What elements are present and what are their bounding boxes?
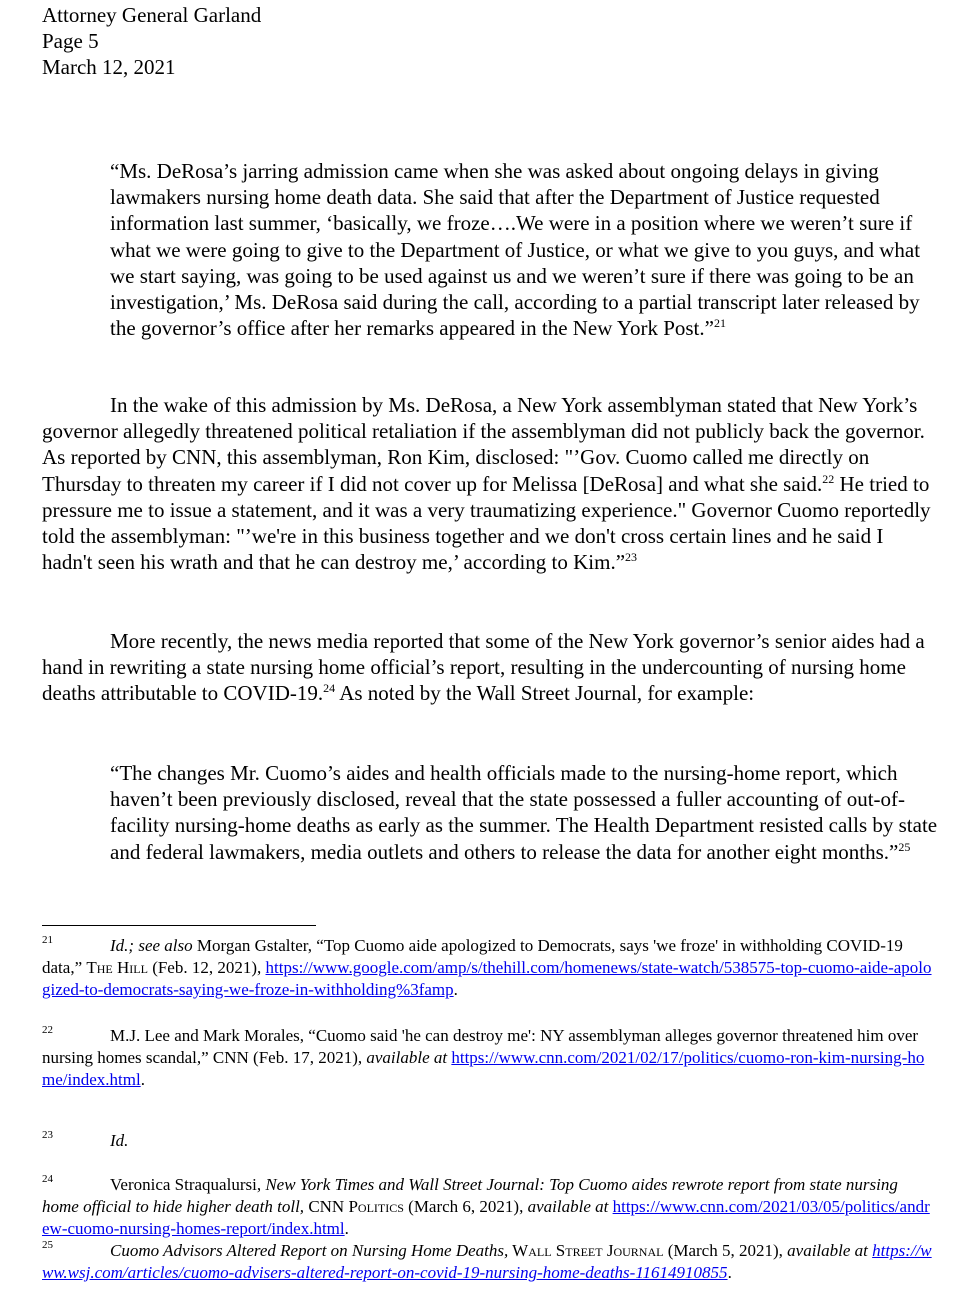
footnote-ref: 24 <box>323 681 336 696</box>
quote-text: “Ms. DeRosa’s jarring admission came when she was asked about ongoing delays in giving lawmakers nursing home death data. She said that after the Department of Justice requested information last summer, ‘basically, we froze….We were in a position where we weren’t sure if what we were going to give to the Department of Justice, or what we give to you guys, and what we start saying, was going to be used against us and we weren’t sure if there was going to be an investigation,’ Ms. DeRosa said during the call, according to a partial transcript later released by the governor’s office after her remarks appeared in the New York Post.” <box>110 159 921 341</box>
footnote-link[interactable]: https://www.google.com/amp/s/thehill.com/homenews/state-watch/538575-top-cuomo-aide-apologized-to-democrats-saying-we-froze-in-withholding%3famp <box>42 958 932 999</box>
footnote-source: The Hill <box>86 958 148 977</box>
footnote-source: Wall Street Journal <box>508 1241 664 1260</box>
footnote-signal: Id. <box>110 1131 129 1150</box>
footnote-24 <box>42 1174 937 1240</box>
footnote-25 <box>42 1240 937 1284</box>
footnote-body <box>42 1240 937 1284</box>
footnote-number: 24 <box>42 1173 53 1185</box>
footnote-body <box>42 1025 937 1091</box>
footnote-text: (Feb. 12, 2021), <box>147 958 266 977</box>
letter-header <box>42 2 261 80</box>
paragraph-assemblyman <box>42 392 937 575</box>
page-number-line: Page 5 <box>42 29 99 53</box>
footnote-ref: 23 <box>625 550 638 565</box>
footnote-period: . <box>140 1070 145 1089</box>
footnote-21 <box>42 935 937 1001</box>
footnote-signal: available at <box>527 1197 609 1216</box>
footnote-body <box>42 935 937 1001</box>
footnote-separator <box>42 925 316 926</box>
footnote-text: (March 5, 2021), <box>663 1241 788 1260</box>
footnote-source: CNN Politics <box>304 1197 404 1216</box>
footnote-signal: available at <box>787 1241 868 1260</box>
footnote-ref: 22 <box>822 471 835 486</box>
footnote-link[interactable]: https://www.wsj.com/articles/cuomo-advisers-altered-report-on-covid-19-nursing-home-deaths-11614910855 <box>42 1241 932 1282</box>
footnote-text: Morgan Gstalter, “Top Cuomo aide apologized to Democrats, says 'we froze' in withholding COVID-19 data,” <box>42 936 903 977</box>
footnote-period: . <box>453 980 458 999</box>
footnote-period: . <box>344 1219 349 1238</box>
recipient-line: Attorney General Garland <box>42 3 262 27</box>
footnote-ref: 25 <box>898 839 911 854</box>
paragraph-text: More recently, the news media reported that some of the New York governor’s senior aides had a hand in rewriting a state nursing home official’s report, resulting in the undercounting of nursing home deaths attributable to COVID-19. <box>42 629 925 706</box>
date-line: March 12, 2021 <box>42 55 176 79</box>
footnote-link[interactable]: https://www.cnn.com/2021/03/05/politics/andrew-cuomo-nursing-homes-report/index.html <box>42 1197 930 1238</box>
footnote-signal: Id.; see also <box>110 936 193 955</box>
block-quote-wsj <box>110 760 940 865</box>
footnote-text: Veronica Straqualursi, <box>110 1175 266 1194</box>
footnote-ref: 21 <box>713 316 726 331</box>
footnote-23 <box>42 1130 937 1152</box>
footnote-number: 22 <box>42 1024 53 1036</box>
footnote-number: 21 <box>42 934 53 946</box>
footnote-title: Cuomo Advisors Altered Report on Nursing Home Deaths, <box>110 1241 509 1260</box>
quote-text: “The changes Mr. Cuomo’s aides and health officials made to the nursing-home report, which haven’t been previously disclosed, reveal that the state possessed a fuller accounting of out-of-facility nursing-home deaths as early as the summer. The Health Department resisted calls by state and federal lawmakers, media outlets and others to release the data for another eight months.” <box>110 761 938 864</box>
footnote-body <box>42 1130 937 1152</box>
footnote-signal: available at <box>366 1048 448 1067</box>
block-quote-derosa <box>110 158 940 341</box>
footnote-22 <box>42 1025 937 1091</box>
paragraph-text: He tried to pressure me to issue a statement, and it was a very traumatizing experience." Governor Cuomo reportedly told the assemblyman: "’we're in this business together and we don't cross certain lines and he said I hadn't seen his wrath and that he can destroy me,’ according to Kim.” <box>42 471 931 575</box>
footnote-link[interactable]: https://www.cnn.com/2021/02/17/politics/cuomo-ron-kim-nursing-home/index.html <box>42 1048 925 1089</box>
footnote-number: 25 <box>42 1239 53 1251</box>
paragraph-report-rewrite <box>42 628 937 707</box>
footnote-text: M.J. Lee and Mark Morales, “Cuomo said 'he can destroy me': NY assemblyman alleges governor threatened him over nursing homes scandal,” CNN (Feb. 17, 2021), <box>42 1026 919 1067</box>
footnote-period: . <box>727 1263 732 1282</box>
footnote-text: (March 6, 2021), <box>403 1197 528 1216</box>
paragraph-text: In the wake of this admission by Ms. DeRosa, a New York assemblyman stated that New York’s governor allegedly threatened political retaliation if the assemblyman did not publicly back the governor. As reported by CNN, this assemblyman, Ron Kim, disclosed: "’Gov. Cuomo called me directly on Thursday to threaten my career if I did not cover up for Melissa [DeRosa] and what she said. <box>42 393 925 496</box>
footnote-number: 23 <box>42 1129 53 1141</box>
footnote-body <box>42 1174 937 1240</box>
footnote-title: New York Times and Wall Street Journal: Top Cuomo aides rewrote report from state nursing home official to hide higher death toll, <box>42 1175 898 1216</box>
paragraph-text: As noted by the Wall Street Journal, for example: <box>335 681 755 706</box>
